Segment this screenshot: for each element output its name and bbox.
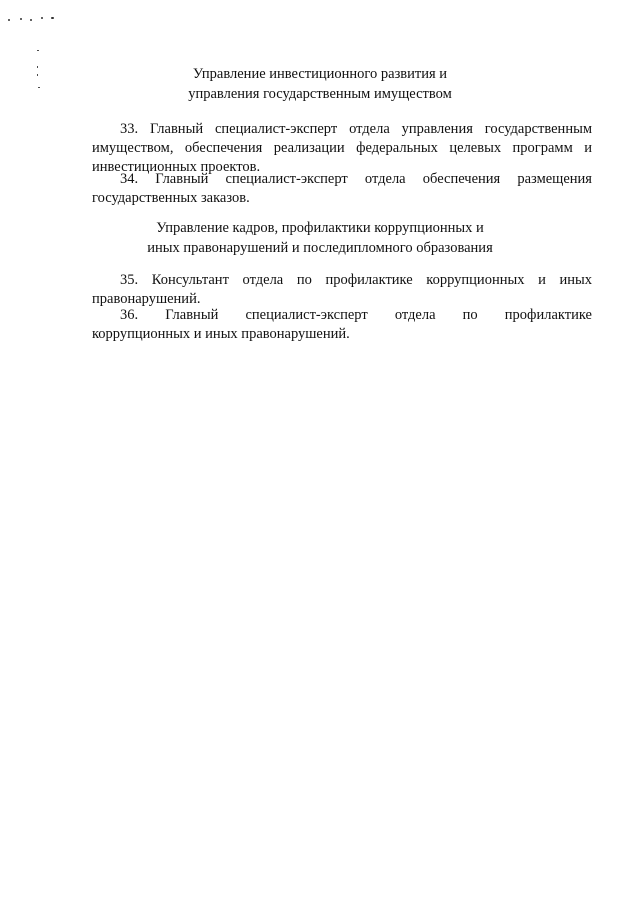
section-heading-investment xyxy=(0,64,640,104)
item-word: отдела xyxy=(242,272,284,288)
item-line xyxy=(92,306,592,325)
item-word: программ xyxy=(512,140,573,156)
item-line: коррупционных и иных правонарушений. xyxy=(92,326,350,342)
section-heading-line: иных правонарушений и последипломного образования xyxy=(147,240,493,256)
scan-speck xyxy=(41,17,43,19)
item-word: коррупционных xyxy=(426,272,525,288)
item-word: по xyxy=(296,272,312,288)
item-line: правонарушений. xyxy=(92,291,201,307)
item-line xyxy=(92,170,592,189)
item-line xyxy=(92,139,592,158)
item-word: реализации xyxy=(273,140,345,156)
item-word: имуществом, xyxy=(92,140,174,156)
item-word: профилактике xyxy=(325,272,413,288)
item-word: и xyxy=(538,272,546,288)
section-heading-personnel xyxy=(0,218,640,258)
list-item-33 xyxy=(92,120,592,177)
item-word: федеральных xyxy=(356,140,438,156)
item-word: специалист-эксперт xyxy=(245,307,368,323)
item-word: специалист-эксперт xyxy=(225,171,348,187)
list-item-36 xyxy=(92,306,592,344)
item-word: государственным xyxy=(484,121,592,137)
scan-speck xyxy=(37,50,39,51)
list-item-34 xyxy=(92,170,592,208)
item-number: 33. xyxy=(120,121,139,137)
item-line xyxy=(92,271,592,290)
item-word: целевых xyxy=(449,140,502,156)
item-line xyxy=(92,120,592,139)
item-word: иных xyxy=(559,272,592,288)
item-word: специалист-эксперт xyxy=(214,121,338,137)
item-number: 34. xyxy=(120,171,139,187)
scan-speck xyxy=(8,19,10,21)
item-word: размещения xyxy=(517,171,592,187)
scan-speck xyxy=(20,18,22,20)
item-word: обеспечения xyxy=(184,140,263,156)
item-word: профилактике xyxy=(504,307,592,323)
item-word: и xyxy=(584,140,592,156)
scan-speck xyxy=(51,17,54,19)
item-word: Консультант xyxy=(151,272,229,288)
list-item-35 xyxy=(92,271,592,309)
section-heading-line: Управление кадров, профилактики коррупционных и xyxy=(156,220,484,236)
item-number: 35. xyxy=(120,272,139,288)
item-line: государственных заказов. xyxy=(92,190,250,206)
scan-speck xyxy=(30,19,32,21)
section-heading-line: управления государственным имуществом xyxy=(188,86,452,102)
item-word: Главный xyxy=(165,307,219,323)
item-word: обеспечения xyxy=(422,171,501,187)
item-number: 36. xyxy=(120,307,139,323)
item-word: отдела xyxy=(364,171,406,187)
item-word: по xyxy=(462,307,478,323)
item-word: отдела xyxy=(349,121,390,137)
item-line: инвестиционных проектов. xyxy=(92,159,261,175)
item-word: Главный xyxy=(150,121,204,137)
item-word: управления xyxy=(401,121,473,137)
item-word: отдела xyxy=(394,307,436,323)
section-heading-line: Управление инвестиционного развития и xyxy=(192,66,448,82)
item-word: Главный xyxy=(155,171,209,187)
